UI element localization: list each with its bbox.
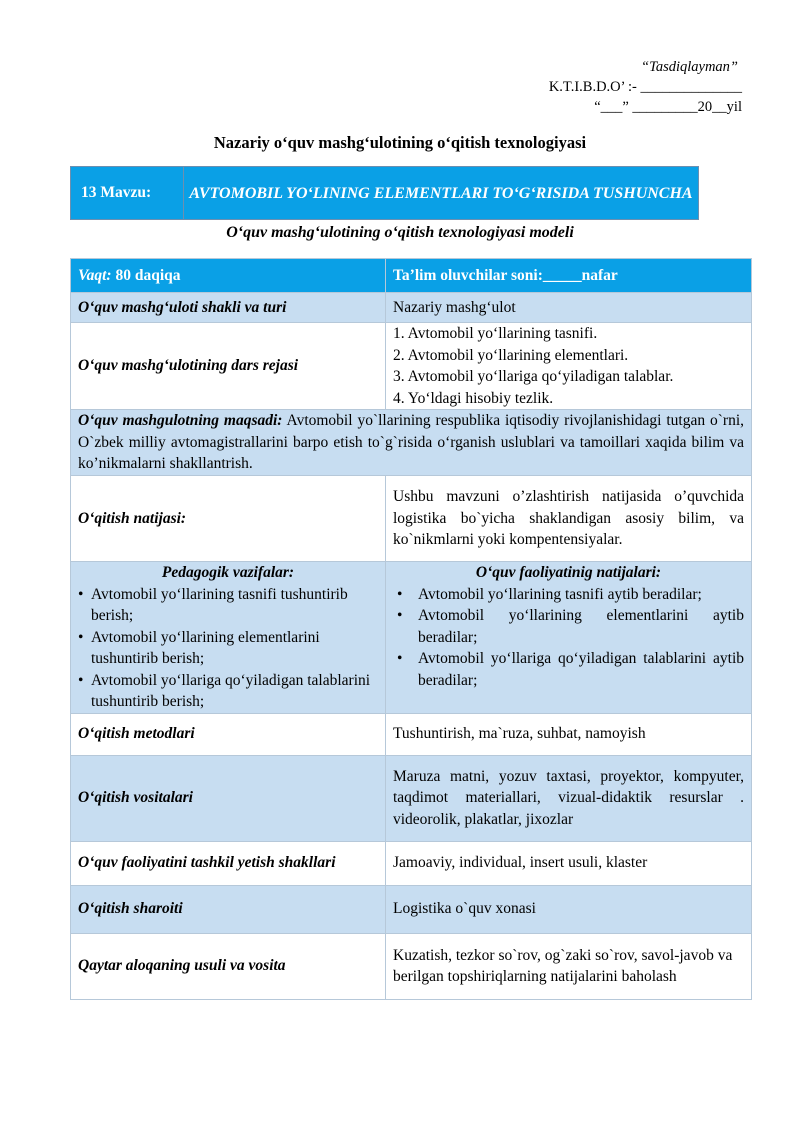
result-value: Ushbu mavzuni o’zlashtirish natijasida o’quvchida logistika bo`yicha shaklandigan asosiy bilim, va ko`nikmlarni yoki kompentensiyalar. [386,476,752,562]
goal-label: O‘quv mashgulotning maqsadi: [78,412,283,430]
table-header-row [71,259,752,293]
model-subtitle: O‘quv mashg‘ulotining o‘qitish texnologiyasi modeli [226,224,574,241]
plan-value [386,323,752,410]
tools-label: O‘qitish vositalari [71,755,386,841]
form-value: Nazariy mashg‘ulot [386,293,752,323]
time-value: 80 daqiqa [115,266,181,284]
approval-line-1: K.T.I.B.D.O’ :- ______________ [548,79,742,95]
plan-item: 1. Avtomobil yo‘llarining tasnifi. [393,325,598,342]
activity-results-title: O‘quv faoliyatinig natijalari: [475,564,662,581]
table-row-organization [71,841,752,885]
list-item: • Avtomobil yo‘llarining tasnifi aytib beradilar; [393,584,744,606]
feedback-label: Qaytar aloqaning usuli va vosita [71,933,386,999]
topic-banner [70,166,699,220]
table-row-conditions [71,885,752,933]
document-title: Nazariy o‘quv mashg‘ulotining o‘qitish texnologiyasi [213,133,587,152]
tools-value: Maruza matni, yozuv taxtasi, proyektor, kompyuter, taqdimot materiallari, vizual-didaktik resurslar . videorolik, plakatlar, jixozlar [386,755,752,841]
approval-line-2: “___” _________20__yil [594,99,742,115]
result-label: O‘qitish natijasi: [71,476,386,562]
topic-value: AVTOMOBIL YO‘LINING ELEMENTLARI TO‘G‘RISIDA TUSHUNCHA [184,167,699,220]
list-item: • Avtomobil yo‘llarining tasnifi tushuntirib berish; [78,584,378,627]
activity-results-list [393,584,744,692]
plan-item: 4. Yo‘ldagi hisobiy tezlik. [393,389,554,407]
approval-block [549,57,742,117]
activity-results-cell [386,562,752,714]
pedagogic-tasks-title: Pedagogik vazifalar: [161,564,295,581]
plan-list [393,323,744,409]
plan-label: O‘quv mashg‘ulotining dars rejasi [71,323,386,410]
organization-label: O‘quv faoliyatini tashkil yetish shakllari [71,841,386,885]
table-row-plan [71,323,752,410]
students-cell: Ta’lim oluvchilar soni:_____nafar [386,259,752,293]
goal-cell [71,410,752,476]
methods-label: O‘qitish metodlari [71,713,386,755]
feedback-value: Kuzatish, tezkor so`rov, og`zaki so`rov, savol-javob va berilgan topshiriqlarning natijalarini baholash [386,933,752,999]
list-item: • Avtomobil yo‘llarining elementlarini tushuntirib berish; [78,627,378,670]
model-table [70,258,752,1000]
plan-item: 2. Avtomobil yo‘llarining elementlari. [393,346,629,364]
list-item: • Avtomobil yo‘llarining elementlarini aytib beradilar; [393,605,744,648]
table-row-tools [71,755,752,841]
time-label: Vaqt: [78,266,112,284]
plan-item: 3. Avtomobil yo‘llariga qo‘yiladigan talablar. [393,368,674,385]
list-item: • Avtomobil yo‘llariga qo‘yiladigan talablarini aytib beradilar; [393,648,744,691]
pedagogic-tasks-list [78,584,378,713]
table-row-form [71,293,752,323]
conditions-value: Logistika o`quv xonasi [386,885,752,933]
organization-value: Jamoaviy, individual, insert usuli, klaster [386,841,752,885]
topic-label: 13 Mavzu: [71,167,184,220]
approval-title: “Tasdiqlayman” [641,59,738,75]
table-row-methods [71,713,752,755]
methods-value: Tushuntirish, ma`ruza, suhbat, namoyish [386,713,752,755]
table-row-result [71,476,752,562]
time-cell [71,259,386,293]
table-row-goal [71,410,752,476]
form-label: O‘quv mashg‘uloti shakli va turi [71,293,386,323]
table-row-tasks [71,562,752,714]
list-item: • Avtomobil yo‘llariga qo‘yiladigan talablarini tushuntirib berish; [78,670,378,713]
pedagogic-tasks-cell [71,562,386,714]
conditions-label: O‘qitish sharoiti [71,885,386,933]
goal-value: Avtomobil yo`llarining respublika iqtisodiy rivojlanishidagi tutgan o`rni, O`zbek milliy avtomagistrallarini barpo etish to`g`risida o‘rganish uslublari va tamoillari xaqida bilim va ko’nikmalarni shakllantrish. [78,412,745,473]
table-row-feedback [71,933,752,999]
